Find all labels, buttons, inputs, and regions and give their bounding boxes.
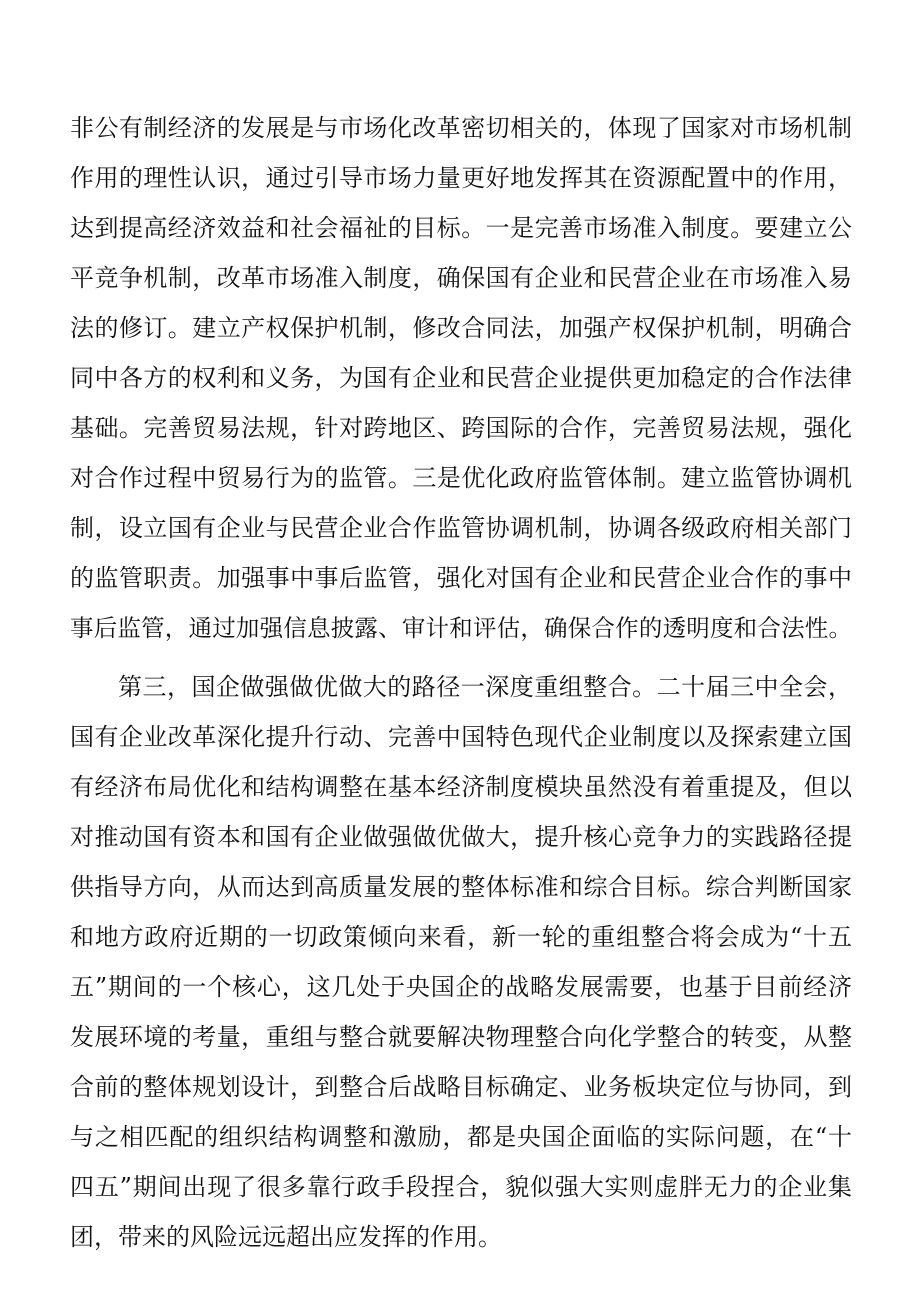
text-line: 发展环境的考量，重组与整合就要解决物理整合向化学整合的转变，从整 — [70, 1023, 852, 1051]
text-line: 第三，国企做强做优做大的路径一深度重组整合。二十届三中全会， — [118, 673, 852, 701]
text-line: 非公有制经济的发展是与市场化改革密切相关的，体现了国家对市场机制 — [70, 114, 852, 142]
text-line: 团，带来的风险远远超出应发挥的作用。 — [70, 1223, 502, 1251]
text-line: 与之相匹配的组织结构调整和激励，都是央国企面临的实际问题，在“十 — [70, 1123, 852, 1151]
text-line: 达到提高经济效益和社会福祉的目标。一是完善市场准入制度。要建立公 — [70, 214, 852, 242]
text-line: 供指导方向，从而达到高质量发展的整体标准和综合目标。综合判断国家 — [70, 873, 852, 901]
text-line: 制，设立国有企业与民营企业合作监管协调机制，协调各级政府相关部门 — [70, 514, 852, 542]
text-line: 五”期间的一个核心，这几处于央国企的战略发展需要，也基于目前经济 — [70, 973, 852, 1001]
text-line: 对合作过程中贸易行为的监管。三是优化政府监管体制。建立监管协调机 — [70, 464, 852, 492]
text-line: 平竞争机制，改革市场准入制度，确保国有企业和民营企业在市场准入易 — [70, 264, 852, 292]
text-line: 和地方政府近期的一切政策倾向来看，新一轮的重组整合将会成为“十五 — [70, 923, 852, 951]
text-line: 基础。完善贸易法规，针对跨地区、跨国际的合作，完善贸易法规，强化 — [70, 414, 852, 442]
text-line: 合前的整体规划设计，到整合后战略目标确定、业务板块定位与协同，到 — [70, 1073, 852, 1101]
text-line: 事后监管，通过加强信息披露、审计和评估，确保合作的透明度和合法性。 — [70, 614, 852, 642]
text-line: 同中各方的权利和义务，为国有企业和民营企业提供更加稳定的合作法律 — [70, 364, 852, 392]
text-line: 的监管职责。加强事中事后监管，强化对国有企业和民营企业合作的事中 — [70, 564, 852, 592]
text-line: 四五”期间出现了很多靠行政手段捏合，貌似强大实则虚胖无力的企业集 — [70, 1173, 852, 1201]
text-line: 作用的理性认识，通过引导市场力量更好地发挥其在资源配置中的作用， — [70, 164, 852, 192]
text-line: 有经济布局优化和结构调整在基本经济制度模块虽然没有着重提及，但以 — [70, 773, 852, 801]
text-line: 国有企业改革深化提升行动、完善中国特色现代企业制度以及探索建立国 — [70, 723, 852, 751]
text-line: 对推动国有资本和国有企业做强做优做大，提升核心竞争力的实践路径提 — [70, 823, 852, 851]
text-line: 法的修订。建立产权保护机制，修改合同法，加强产权保护机制，明确合 — [70, 314, 852, 342]
